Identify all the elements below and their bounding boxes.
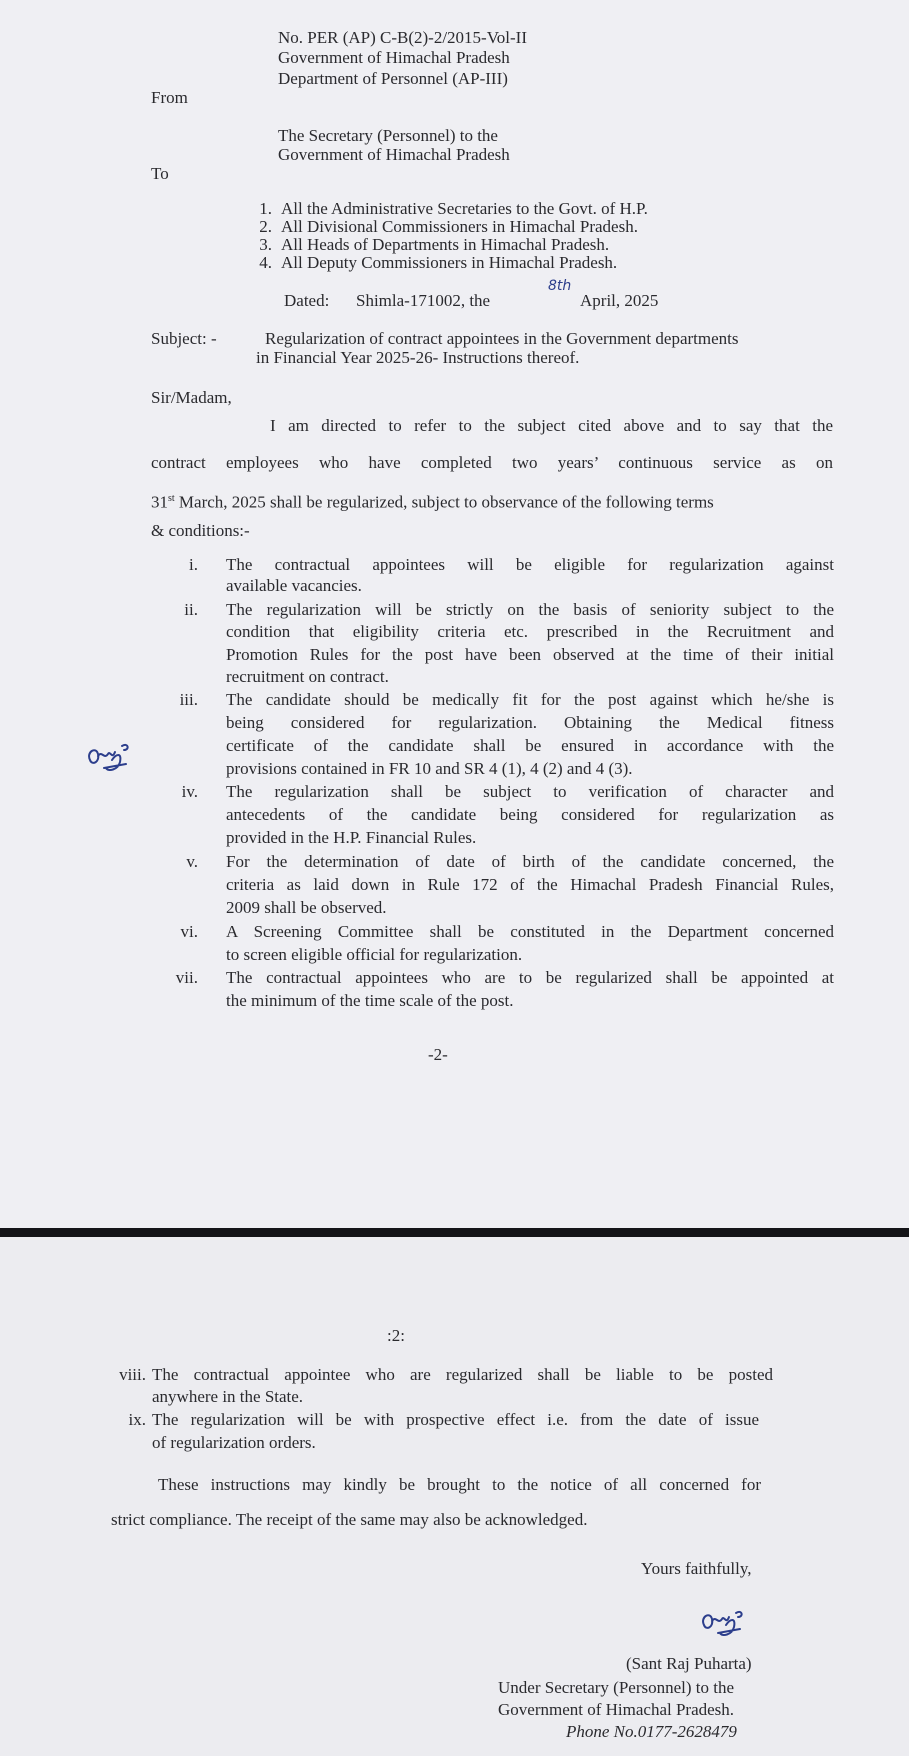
condition-number: ii. xyxy=(184,600,198,619)
from-line-1: The Secretary (Personnel) to the xyxy=(278,126,498,145)
condition-number: iii. xyxy=(179,690,198,709)
margin-initials-signature xyxy=(82,738,138,778)
condition-line: The contractual appointee who are regularized shall be liable to be posted xyxy=(152,1365,773,1384)
header-department: Department of Personnel (AP-III) xyxy=(278,69,508,88)
condition-line: anywhere in the State. xyxy=(152,1387,304,1406)
recipient-text: All Deputy Commissioners in Himachal Pradesh. xyxy=(281,253,618,272)
condition-line: criteria as laid down in Rule 172 of the Himachal Pradesh Financial Rules, xyxy=(226,875,834,894)
condition-line: provided in the H.P. Financial Rules. xyxy=(226,828,477,847)
page-2 xyxy=(0,1237,909,1756)
recipient-text: All Divisional Commissioners in Himachal Pradesh. xyxy=(281,217,638,236)
condition-line: recruitment on contract. xyxy=(226,667,389,686)
signatory-designation-1: Under Secretary (Personnel) to the xyxy=(498,1678,735,1697)
condition-line: to screen eligible official for regularization. xyxy=(226,945,523,964)
condition-line: A Screening Committee shall be constituted in the Department concerned xyxy=(226,922,834,941)
phone-number: Phone No.0177-2628479 xyxy=(566,1722,737,1741)
recipient-number: 2. xyxy=(259,217,272,236)
recipient-text: All Heads of Departments in Himachal Pradesh. xyxy=(281,235,610,254)
handwritten-date: 8th xyxy=(548,278,572,294)
condition-line: The contractual appointees will be eligible for regularization against xyxy=(226,555,834,574)
condition-number: v. xyxy=(186,852,198,871)
intro-line: 31st March, 2025 shall be regularized, subject to observance of the following terms xyxy=(151,492,714,512)
condition-line: The contractual appointees who are to be regularized shall be appointed at xyxy=(226,968,834,987)
from-line-2: Government of Himachal Pradesh xyxy=(278,145,510,164)
condition-line: provisions contained in FR 10 and SR 4 (1), 4 (2) and 4 (3). xyxy=(226,759,633,778)
header-government: Government of Himachal Pradesh xyxy=(278,48,510,67)
condition-line: antecedents of the candidate being considered for regularization as xyxy=(226,805,834,824)
recipient-number: 1. xyxy=(259,199,272,218)
salutation: Sir/Madam, xyxy=(151,388,232,407)
page-number: :2: xyxy=(387,1326,405,1345)
condition-line: The regularization will be strictly on the basis of seniority subject to the xyxy=(226,600,834,619)
intro-line: & conditions:- xyxy=(151,521,250,540)
condition-line: The regularization will be with prospective effect i.e. from the date of issue xyxy=(152,1410,759,1429)
closing-line: strict compliance. The receipt of the same may also be acknowledged. xyxy=(111,1510,588,1529)
recipient-number: 3. xyxy=(259,235,272,254)
recipient-number: 4. xyxy=(259,253,272,272)
dated-month-year: April, 2025 xyxy=(580,291,659,310)
valediction: Yours faithfully, xyxy=(641,1559,752,1578)
page-continuation-marker: -2- xyxy=(428,1045,448,1064)
condition-line: the minimum of the time scale of the post. xyxy=(226,991,514,1010)
recipient-text: All the Administrative Secretaries to the Govt. of H.P. xyxy=(281,199,648,218)
condition-line: The candidate should be medically fit for the post against which he/she is xyxy=(226,690,834,709)
condition-line: The regularization shall be subject to verification of character and xyxy=(226,782,834,801)
dated-label: Dated: xyxy=(284,291,330,310)
condition-number: viii. xyxy=(119,1365,146,1384)
dated-place: Shimla-171002, the xyxy=(356,291,491,310)
condition-line: condition that eligibility criteria etc. prescribed in the Recruitment and xyxy=(226,622,834,641)
condition-number: iv. xyxy=(181,782,198,801)
page-separator xyxy=(0,1228,909,1237)
subject-label: Subject: - xyxy=(151,329,217,348)
officer-signature xyxy=(698,1607,750,1643)
reference-number: No. PER (AP) C-B(2)-2/2015-Vol-II xyxy=(278,28,528,47)
condition-line: of regularization orders. xyxy=(152,1433,316,1452)
signatory-name: (Sant Raj Puharta) xyxy=(626,1654,752,1673)
condition-number: vii. xyxy=(175,968,198,987)
condition-line: 2009 shall be observed. xyxy=(226,898,387,917)
condition-line: available vacancies. xyxy=(226,576,362,595)
to-label: To xyxy=(151,164,169,183)
subject-line-1: Regularization of contract appointees in the Government departments xyxy=(265,329,739,348)
intro-line: contract employees who have completed two years’ continuous service as on xyxy=(151,453,833,472)
intro-line: I am directed to refer to the subject cited above and to say that the xyxy=(270,416,833,435)
condition-line: being considered for regularization. Obtaining the Medical fitness xyxy=(226,713,834,732)
condition-number: i. xyxy=(189,555,198,574)
condition-number: vi. xyxy=(180,922,198,941)
condition-line: Promotion Rules for the post have been observed at the time of their initial xyxy=(226,645,834,664)
closing-line: These instructions may kindly be brought to the notice of all concerned for xyxy=(158,1475,761,1494)
subject-line-2: in Financial Year 2025-26- Instructions thereof. xyxy=(256,348,580,367)
condition-number: ix. xyxy=(128,1410,146,1429)
condition-line: For the determination of date of birth of the candidate concerned, the xyxy=(226,852,834,871)
signatory-designation-2: Government of Himachal Pradesh. xyxy=(498,1700,735,1719)
condition-line: certificate of the candidate shall be ensured in accordance with the xyxy=(226,736,834,755)
from-label: From xyxy=(151,88,188,107)
